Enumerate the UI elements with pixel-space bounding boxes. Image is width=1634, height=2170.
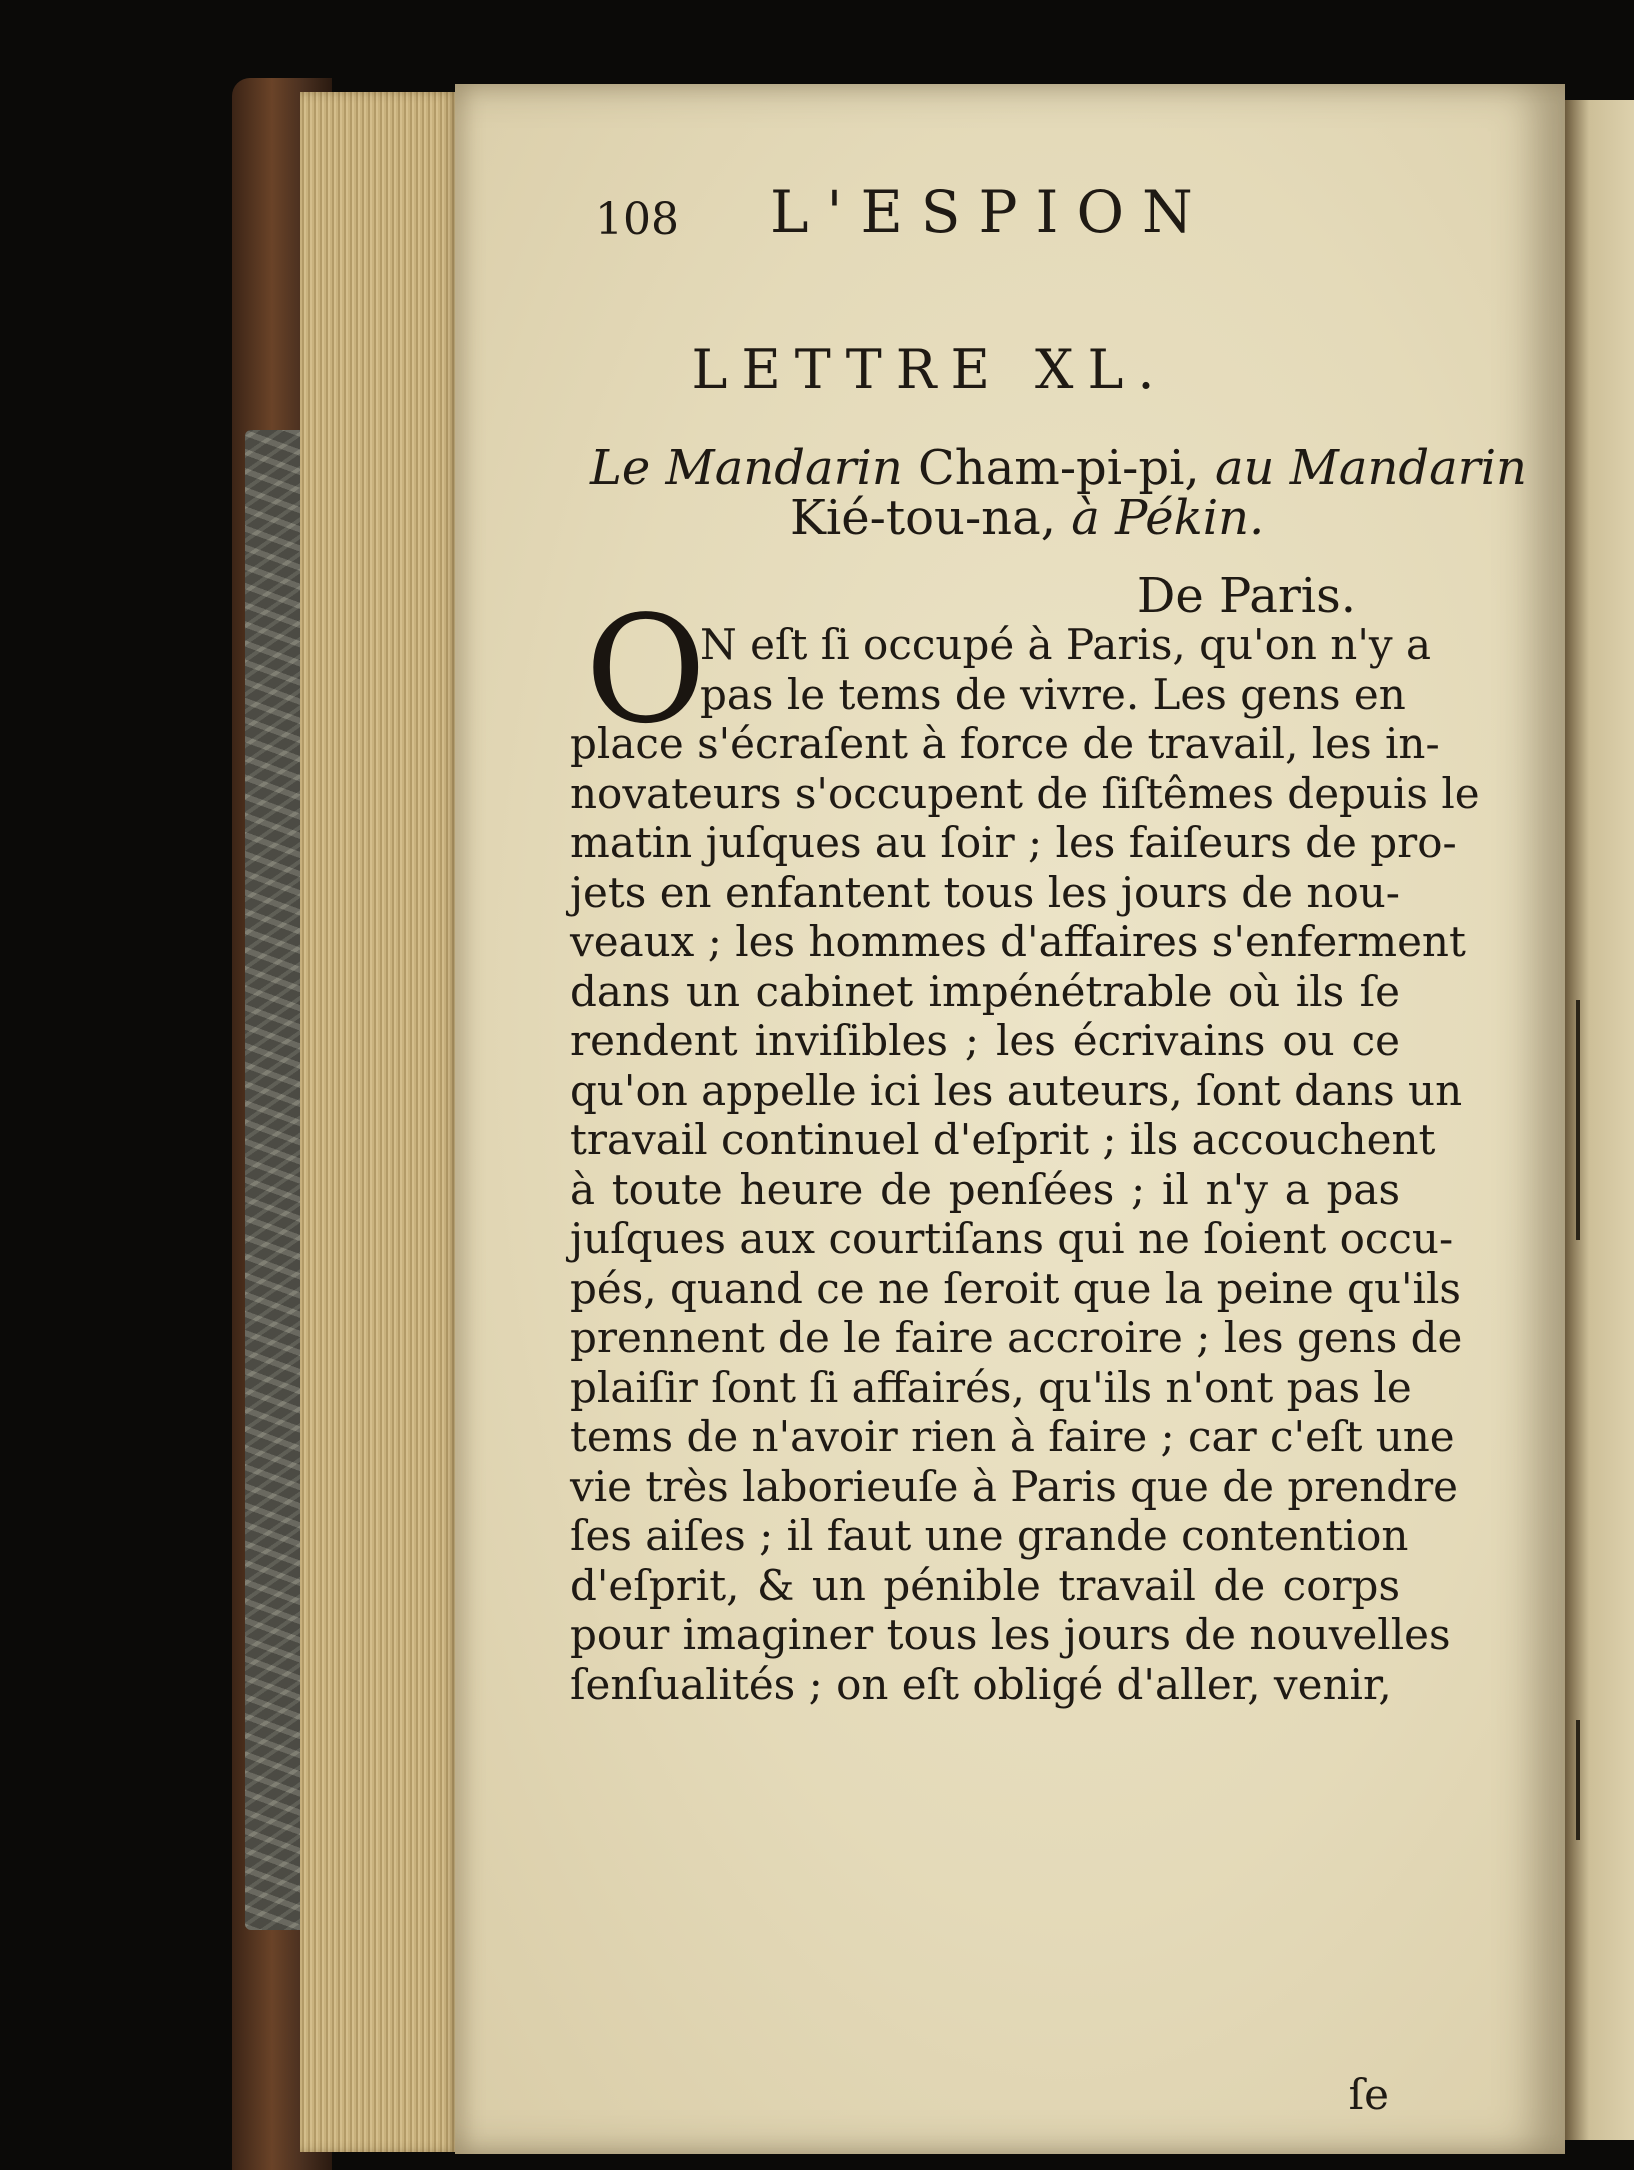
letter-body (570, 620, 1480, 1709)
body-line: qu'on appelle ici les auteurs, ſont dans un (570, 1065, 1463, 1115)
body-line: pés, quand ce ne ſeroit que la peine qu'ils (570, 1263, 1461, 1313)
body-line: dans un cabinet impénétrable où ils ſe (570, 966, 1400, 1016)
body-line: pour imaginer tous les jours de nouvelles (570, 1610, 1451, 1659)
body-line: vie très laborieuſe à Paris que de prendre (570, 1461, 1459, 1511)
gutter-shadow (1576, 1000, 1580, 1240)
drop-cap: O (585, 584, 707, 756)
letter-heading: LETTRE XL. (691, 338, 1169, 401)
page-number: 108 (595, 194, 679, 245)
body-line: rendent inviſibles ; les écrivains ou ce (570, 1016, 1400, 1065)
address-sender-title: Le Mandarin (590, 440, 903, 496)
running-head (595, 178, 1355, 258)
address-place: à Pékin. (1071, 490, 1265, 546)
body-line: juſques aux courtiſans qui ne ſoient occu- (570, 1214, 1454, 1263)
body-line: veaux ; les hommes d'affaires s'enferment (570, 917, 1466, 966)
body-line: à toute heure de penſées ; il n'y a pas (570, 1164, 1400, 1214)
body-line: d'eſprit, & un pénible travail de corps (570, 1560, 1400, 1610)
body-line: jets en enfantent tous les jours de nou- (570, 867, 1400, 917)
body-line: travail continuel d'eſprit ; ils accouchent (570, 1115, 1436, 1164)
gutter-shadow (1576, 1720, 1580, 1840)
dateline: De Paris. (1136, 568, 1356, 624)
body-line: ſes aiſes ; il faut une grande contention (570, 1511, 1409, 1560)
body-line: matin juſques au ſoir ; les faiſeurs de pro- (570, 818, 1457, 867)
body-line: pas le tems de vivre. Les gens en (700, 669, 1406, 719)
address-line-1 (590, 440, 1527, 496)
address-sender-name: Cham-pi-pi, (918, 440, 1200, 496)
body-line: plaiſir ſont ſi affairés, qu'ils n'ont pas le (570, 1362, 1412, 1412)
address-recipient-title: au Mandarin (1214, 440, 1527, 496)
running-title: L'ESPION (770, 178, 1211, 246)
body-line: tems de n'avoir rien à faire ; car c'eſt une (570, 1412, 1455, 1461)
body-line: novateurs s'occupent de ſiſtêmes depuis le (570, 768, 1480, 818)
address-recipient-name: Kié-tou-na, (790, 490, 1056, 546)
body-line: place s'écraſent à force de travail, les in- (570, 719, 1440, 768)
catchword: ſe (1348, 2070, 1389, 2119)
page-edges (300, 92, 460, 2152)
body-line: ſenſualités ; on eſt obligé d'aller, venir, (570, 1659, 1392, 1709)
address-line-2 (790, 490, 1264, 546)
body-line: N eſt ſi occupé à Paris, qu'on n'y a (700, 620, 1431, 669)
body-line: prennent de le faire accroire ; les gens de (570, 1313, 1463, 1362)
